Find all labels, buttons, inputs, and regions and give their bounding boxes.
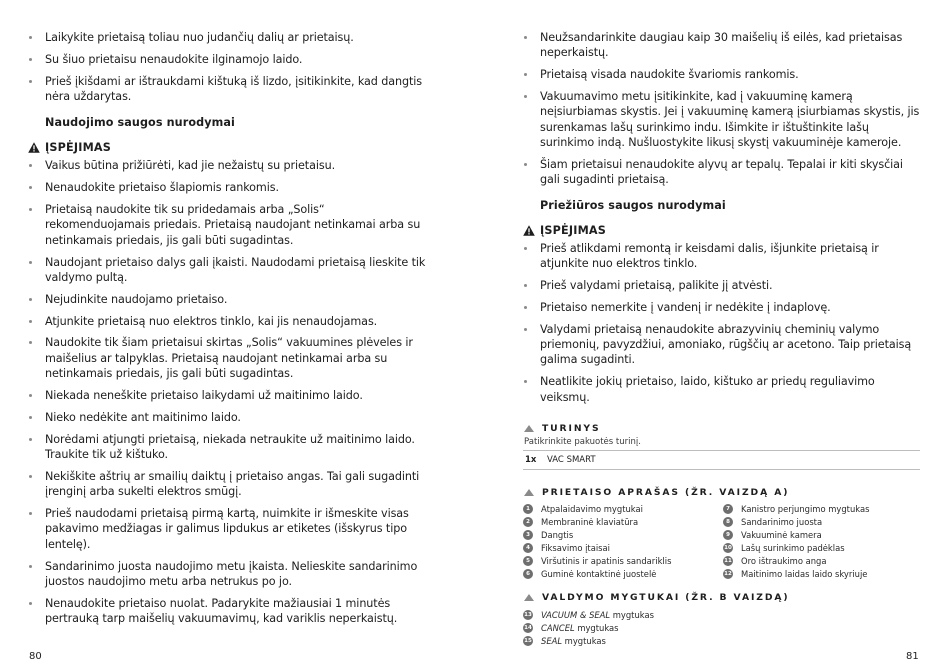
control-name: CANCEL [541,622,575,633]
list-item [28,469,428,500]
bullet-icon [524,36,527,39]
list-item [523,67,923,82]
control-number-badge: 14 [524,624,532,631]
part-number-badge: 11 [724,558,732,565]
warning-label: ĮSPĖJIMAS [540,223,607,237]
part-number-badge: 1 [523,504,533,514]
part-label: Fiksavimo įtaisai [541,543,610,554]
list-item [28,314,428,329]
list-item [28,596,428,627]
list-item [523,241,923,272]
list-item [523,30,923,61]
control-suffix: mygtukas [562,635,606,646]
page-number-left: 80 [29,651,42,662]
list-item [28,410,428,425]
contents-table-row [523,450,920,470]
part-item [723,529,923,542]
list-item [523,157,923,188]
controls-heading [523,592,923,603]
bullet-icon [29,320,32,323]
list-item-text: Prieš naudodami prietaisą pirmą kartą, nuimkite ir išmeskite visas pakavimo medžiagas ir galimus lipdukus ar etiketes (išskyrus tipo lentelę). [45,507,409,551]
warning-heading-right [523,224,923,237]
control-item [523,608,923,621]
part-item [523,503,723,516]
list-item [28,202,428,248]
bullet-icon [524,73,527,76]
list-item-text: Prietaisą visada naudokite švariomis rankomis. [540,68,799,82]
list-item-text: Neužsandarinkite daugiau kaip 30 maišelių iš eilės, kad prietaisas neperkaistų. [540,31,903,60]
list-item [28,52,428,67]
right-top-list [523,30,923,188]
part-number-badge: 10 [724,545,732,552]
list-item-text: Prieš valydami prietaisą, palikite jį atvėsti. [540,279,773,293]
warning-icon [28,142,40,153]
list-item-text: Naudojant prietaiso dalys gali įkaisti. Naudodami prietaisą lieskite tik valdymo pultą. [45,255,426,285]
list-item-text: Vakuumavimo metu įsitikinkite, kad į vakuuminę kamerą neįsiurbiamas skystis. Jei į vakuuminę kamerą įsiurbiamas skystis, jis surenkamas lašų surinkimo indu. Išimkite ir ištuštinkite lašų surinkimo indą. Nušluostykite likusį skystį vakuuminėje kameroje. [540,90,920,150]
part-label: Maitinimo laidas laido skyriuje [741,568,868,579]
bullet-icon [29,298,32,301]
list-item [28,388,428,403]
bullet-icon [29,438,32,441]
bullet-icon [29,80,32,83]
list-item [523,300,923,315]
list-item [28,506,428,552]
part-label: Vakuuminė kamera [741,530,822,541]
bullet-icon [29,36,32,39]
bullet-icon [29,341,32,344]
bullet-icon [524,247,527,250]
bullet-icon [29,512,32,515]
part-label: Viršutinis ir apatinis sandariklis [541,556,672,567]
control-suffix: mygtukas [574,622,619,633]
list-item-text: Šiam prietaisui nenaudokite alyvų ar tepalų. Tepalai ir kiti skysčiai gali sugadinti prietaisą. [540,158,903,187]
list-item [523,278,923,293]
list-item-text: Nekiškite aštrių ar smailių daiktų į prietaiso angas. Tai gali sugadinti įrenginį arba sukelti elektros smūgį. [45,469,420,499]
part-item [523,568,723,581]
description-heading-text: PRIETAISO APRAŠAS (ŽR. VAIZDĄ A) [542,487,790,499]
part-label: Membraninė klaviatūra [541,517,639,528]
list-item-text: Vaikus būtina prižiūrėti, kad jie nežaistų su prietaisu. [45,159,336,173]
list-item-text: Laikykite prietaisą toliau nuo judančių dalių ar prietaisų. [45,31,354,44]
bullet-icon [29,208,32,211]
control-number-badge: 13 [524,611,532,618]
part-item [723,568,923,581]
warning-icon [523,225,535,236]
bullet-icon [29,186,32,189]
page-number-right: 81 [906,651,919,662]
controls-list [523,608,923,647]
control-item [523,621,923,634]
list-item-text: Niekada neneškite prietaiso laikydami už maitinimo laido. [45,389,363,403]
list-item-text: Atjunkite prietaisą nuo elektros tinklo, kai jis nenaudojamas. [45,314,378,328]
description-heading [523,487,923,498]
part-label: Guminė kontaktinė juostelė [541,568,657,579]
part-item [523,542,723,555]
bullet-icon [524,328,527,331]
list-item-text: Naudokite tik šiam prietaisui skirtas „Solis“ vakuumines plėveles ir maišelius ar talpyklas. Prietaisą naudojant netinkamai arba su netinkamais priedais, jis gali būti sugadintas. [45,336,413,381]
list-item [28,158,428,173]
part-number-badge: 4 [523,543,533,553]
bullet-icon [29,164,32,167]
left-page [28,30,428,633]
control-number-badge: 15 [524,637,532,644]
warning-heading-left [28,141,428,154]
part-label: Kanistro perjungimo mygtukas [741,504,870,515]
part-label: Sandarinimo juosta [741,517,823,528]
list-item-text: Neatlikite jokių prietaiso, laido, kištuko ar priedų reguliavimo veiksmų. [540,375,875,404]
list-item [28,255,428,286]
list-item-text: Nejudinkite naudojamo prietaiso. [45,292,228,306]
part-label: Lašų surinkimo padėklas [741,543,845,554]
control-name: SEAL [541,635,563,646]
list-item-text: Nenaudokite prietaiso šlapiomis rankomis. [45,181,279,195]
list-item-text: Valydami prietaisą nenaudokite abrazyvinių cheminių valymo priemonių, pavyzdžiui, amoniako, rūgščių ar acetono. Taip prietaisą galima sugadinti. [540,322,912,367]
part-item [723,555,923,568]
list-item-text: Prietaiso nemerkite į vandenį ir nedėkite į indaplovę. [540,300,831,314]
bullet-icon [29,602,32,605]
bullet-icon [524,95,527,98]
part-item [723,542,923,555]
bullet-icon [524,306,527,309]
list-item-text: Prieš atlikdami remontą ir keisdami dalis, išjunkite prietaisą ir atjunkite nuo elektros tinklo. [540,241,879,271]
part-number-badge: 7 [723,504,733,514]
parts-list [523,503,923,580]
bullet-icon [524,380,527,383]
contents-heading [523,423,923,434]
list-item [523,322,923,368]
controls-heading-text: VALDYMO MYGTUKAI (ŽR. B VAIZDĄ) [542,592,790,604]
part-item [523,555,723,568]
left-usage-list [28,158,428,626]
usage-safety-heading: Naudojimo saugos nurodymai [45,116,235,130]
list-item [523,374,923,405]
controls-section [523,592,923,647]
list-item [28,180,428,195]
bullet-icon [29,565,32,568]
list-item-text: Norėdami atjungti prietaisą, niekada netraukite už maitinimo laido. Traukite tik už kištuko. [45,432,415,462]
part-number-badge: 12 [724,570,732,577]
list-item [28,30,428,45]
part-number-badge: 9 [723,530,733,540]
list-item [28,335,428,381]
list-item [28,432,428,463]
list-item [523,89,923,151]
maintenance-safety-heading: Priežiūros saugos nurodymai [540,198,726,212]
part-item [523,516,723,529]
list-item-text: Sandarinimo juosta naudojimo metu įkaista. Nelieskite sandarinimo juostos naudojimo metu arba netrukus po jo. [45,559,418,589]
bullet-icon [29,416,32,419]
part-number-badge: 8 [723,517,733,527]
part-item [723,503,923,516]
bullet-icon [524,284,527,287]
part-number-badge: 6 [523,569,533,579]
part-label: Dangtis [541,530,574,541]
list-item [28,292,428,307]
right-page [523,30,923,647]
control-item [523,634,923,647]
part-label: Oro ištraukimo anga [741,556,827,567]
left-top-list [28,30,428,104]
contents-section [523,423,923,470]
triangle-icon [524,425,534,432]
bullet-icon [524,163,527,166]
list-item [28,74,428,105]
part-label: Atpalaidavimo mygtukai [541,504,643,515]
triangle-icon [524,489,534,496]
list-item-text: Prietaisą naudokite tik su pridedamais arba „Solis“ rekomenduojamais priedais. Prietaisą naudojant netinkamai arba su netinkamais priedais, jis gali būti sugadintas. [45,203,421,247]
description-section [523,487,923,580]
contents-subtitle: Patikrinkite pakuotės turinį. [524,437,641,448]
list-item-text: Nieko nedėkite ant maitinimo laido. [45,410,241,424]
part-item [723,516,923,529]
warning-label: ĮSPĖJIMAS [45,141,112,155]
right-maintenance-list [523,241,923,405]
contents-item: VAC SMART [547,455,596,466]
part-number-badge: 3 [523,530,533,540]
contents-heading-text: TURINYS [542,423,601,435]
bullet-icon [29,475,32,478]
list-item-text: Nenaudokite prietaiso nuolat. Padarykite mažiausiai 1 minutės pertrauką tarp maišelių vakuumavimų, kad variklis neperkaistų. [45,596,398,626]
bullet-icon [29,261,32,264]
part-number-badge: 2 [523,517,533,527]
triangle-icon [524,594,534,601]
bullet-icon [29,394,32,397]
control-suffix: mygtukas [610,609,654,620]
contents-qty: 1x [525,455,537,466]
list-item-text: Prieš įkišdami ar ištraukdami kištuką iš lizdo, įsitikinkite, kad dangtis nėra uždarytas. [45,74,423,103]
list-item [28,559,428,590]
control-name: VACUUM & SEAL [541,609,611,620]
part-item [523,529,723,542]
part-number-badge: 5 [523,556,533,566]
bullet-icon [29,58,32,61]
list-item-text: Su šiuo prietaisu nenaudokite ilginamojo laido. [45,52,303,66]
